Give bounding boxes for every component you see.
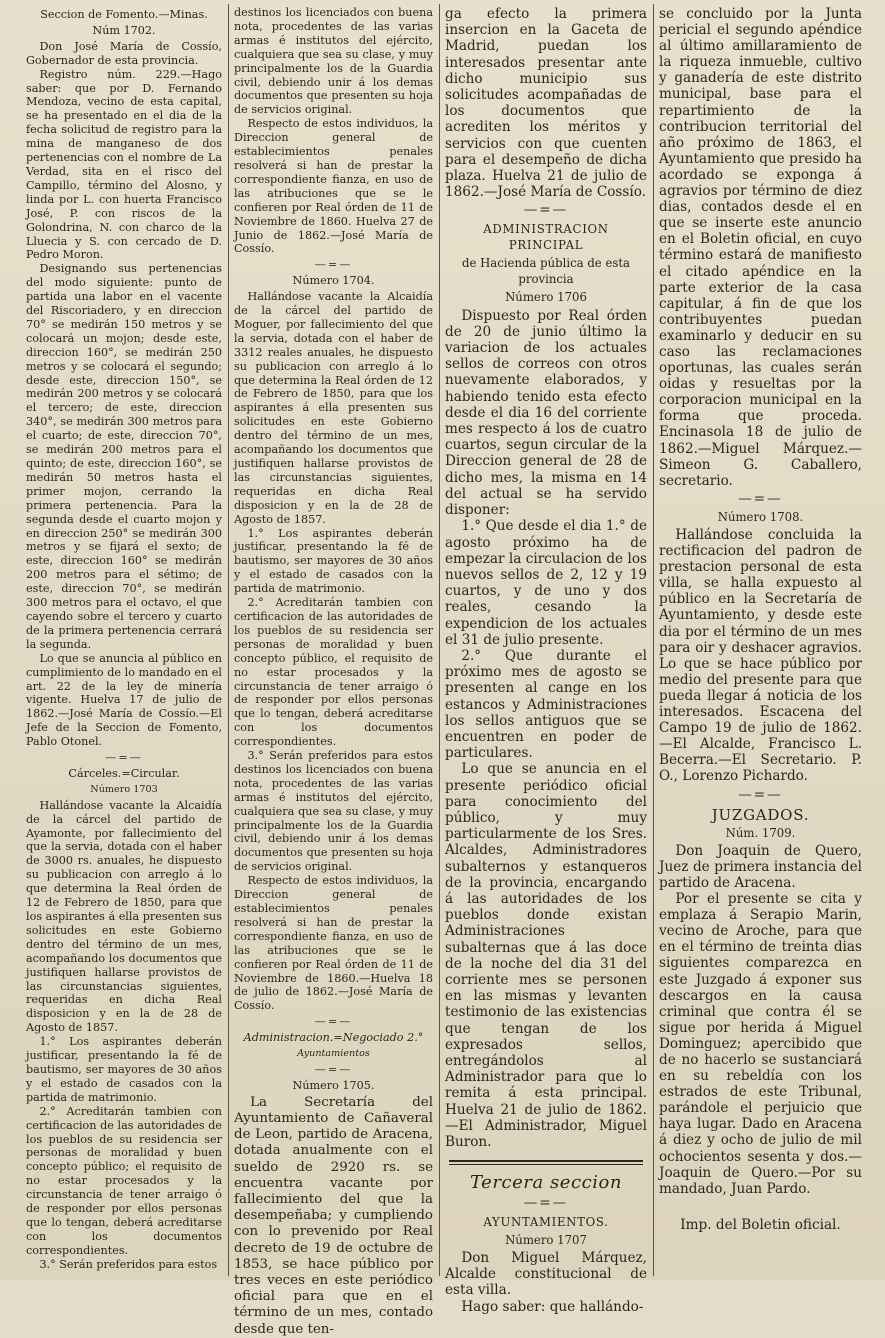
notice-number: Número 1708.: [717, 509, 804, 524]
paragraph: Dispuesto por Real órden de 20 de junio último la variacion de los actuales sellos de correos con otros nuevamente elaborados, y habiendo tenido esta efecto desde el dia 16 del corriente mes respecto á los de cuatro cuartos, segun circular de la Direccion general de 28 de dicho mes, la misma en 14 del actual se ha servido disponer:: [445, 307, 647, 519]
column-2: [228, 6, 439, 1337]
paragraph: 3.° Serán preferidos para estos destinos los licenciados con buena nota, procedentes de las varias armas é institutos del ejército, cualquiera que sea su clase, y muy principalmente los de la Guardia civil, debiendo unir á los demas documentos que presenten su hoja de servicios original.: [234, 749, 433, 874]
section-rule: [449, 1164, 643, 1165]
paragraph: Don Joaquin de Quero, Juez de primera instancia del partido de Aracena.: [659, 842, 862, 891]
notice-number: Número 1703: [90, 783, 158, 795]
separator: —=—: [738, 490, 783, 507]
paragraph: Lo que se anuncia al público en cumplimiento de lo mandado en el art. 22 de la ley de minería vigente. Huelva 17 de julio de 1862.—José María de Cossío.—El Jefe de la Seccion de Fomento, Pablo Otonel.: [26, 651, 222, 749]
notice-number: Número 1706: [505, 290, 587, 305]
separator: —=—: [314, 1015, 353, 1029]
paragraph: 2.° Acreditarán tambien con certificacion de las autoridades de los pueblos de su residencia ser personas de moralidad y buen concepto público, el requisito de no estar procesados y la circunstancia de tener arraigo ó de responder por ellos personas que lo tengan, deberá acreditarse con los documentos correspondientes.: [234, 596, 433, 749]
paragraph: 1.° Los aspirantes deberán justificar, presentando la fé de bautismo, ser mayores de 30 años y el estado de casados con la partida de matrimonio.: [234, 526, 433, 596]
section-heading: AYUNTAMIENTOS.: [483, 1214, 609, 1229]
section-heading: ADMINISTRACION PRINCIPAL: [483, 221, 609, 252]
paragraph: Hallándose vacante la Alcaidía de la cárcel del partido de Ayamonte, por fallecimiento del que la servia, dotada con el haber de 3000 rs. anuales, he dispuesto su publicacion con arreglo á lo que determina la Real órden de 12 de Febrero de 1850, para que los aspirantes á ella presenten sus solicitudes en este Gobierno dentro del término de un mes, acompañando los documentos que justifiquen hallarse provistos de las circunstancias siguientes, requeridas en dicha Real disposicion y en la de 28 de Agosto de 1857.: [26, 798, 222, 1035]
paragraph: 1.° Los aspirantes deberán justificar, presentando la fé de bautismo, ser mayores de 30 años y el estado de casados con la partida de matrimonio.: [26, 1035, 222, 1104]
paragraph: 2.° Que durante el próximo mes de agosto se presenten al cange en los estancos y Administraciones los sellos antiguos que se encuentren en poder de particulares.: [445, 647, 647, 762]
notice-number: Núm. 1709.: [725, 825, 796, 840]
paragraph: Don José María de Cossío, Gobernador de esta provincia.: [26, 39, 222, 67]
section-heading: Administracion.=Negociado 2.°: [243, 1031, 424, 1045]
notice-number: Núm 1702.: [92, 23, 156, 37]
notice-number: Número 1705.: [292, 1078, 375, 1092]
section-heading: Seccion de Fomento.—Minas.: [40, 8, 208, 21]
paragraph: Hago saber: que hallándo-: [461, 1298, 644, 1315]
notice-number: Número 1704.: [292, 274, 375, 288]
paragraph: La Secretaría del Ayuntamiento de Cañaveral de Leon, partido de Aracena, dotada anualmente con el sueldo de 2920 rs. se encuentra vacante por fallecimiento del que la desempeñaba; y cumpliendo con lo prevenido por Real decreto de 19 de octubre de 1853, se hace público por tres veces en este periódico oficial para que en el término de un mes, contado desde que ten-: [234, 1094, 433, 1337]
paragraph: Por el presente se cita y emplaza á Serapio Marin, vecino de Aroche, para que en el término de treinta dias siguientes comparezca en este Juzgado á exponer sus descargos en la causa criminal que contra él se sigue por herida á Miguel Dominguez; apercibido que de no hacerlo se sustanciará en su rebeldía con los estrados de este Tribunal, parándole el perjuicio que haya lugar. Dado en Aracena á diez y ocho de julio de mil ochocientos sesenta y dos.—Joaquin de Quero.—Por su mandado, Juan Pardo.: [659, 891, 862, 1197]
paragraph: Registro núm. 229.—Hago saber: que por D. Fernando Mendoza, vecino de esta capital, se ha presentado en el dia de la fecha solicitud de registro para la mina de manganeso de dos pertenencias con el nombre de La Verdad, sita en el risco del Campillo, término del Alosno, y linda por L. con huerta Francisco José, P. con riscos de la Golondrina, N. con charco de la Lluecia y S. con cercado de D. Pedro Moron.: [26, 67, 222, 262]
paragraph: Designando sus pertenencias del modo siguiente: punto de partida una labor en el vacente del Riscoriadero, y en direccion 70° se medirán 150 metros y se colocará un mojon; desde este, direccion 160°, se medirán 250 metros y se colocará el segundo; desde este, direccion 150°, se medirán 200 metros y se colocará el tercero; de este, direccion 340°, se medirán 300 metros para el cuarto; de este, direccion 70°, se medirán 200 metros para el quinto; de este, direccion 160°, se medirán 50 metros hasta el primer mojon, cerrando la primera pertenencia. Para la segunda desde el cuarto mojon y en direccion 250° se medirán 300 metros y se fijará el sexto; de este, direccion 160° se medirán 200 metros para el sétimo; de este, direccion 70°, se medirán 300 metros para el octavo, el que cayendo sobre el tercero y cuarto de la primera pertenencia cerrará la segunda.: [26, 262, 222, 651]
column-3: [439, 6, 653, 1315]
section-heading: JUZGADOS.: [711, 805, 810, 824]
printer-imprint: Imp. del Boletin oficial.: [680, 1216, 841, 1233]
column-4: [653, 6, 868, 1274]
section-subheading: Ayuntamientos: [297, 1048, 370, 1060]
separator: —=—: [314, 1062, 353, 1076]
paragraph: 1.° Que desde el dia 1.° de agosto próximo ha de empezar la circulacion de los nuevos sellos de 2, 12 y 19 cuartos, y de uno y dos reales, cesando la expendicion de los actuales el 31 de julio presente.: [445, 518, 647, 648]
paragraph: destinos los licenciados con buena nota, procedentes de las varias armas é institutos del ejército, cualquiera que sea su clase, y muy principalmente los de la Guardia civil, debiendo unir á los demas documentos que presenten su hoja de servicios original.: [234, 6, 433, 117]
paragraph: Don Miguel Márquez, Alcalde constitucional de esta villa.: [445, 1250, 647, 1299]
paragraph: Hallándose vacante la Alcaidía de la cárcel del partido de Moguer, por fallecimiento del que la servia, dotada con el haber de 3312 reales anuales, he dispuesto su publicacion con arreglo á lo que determina la Real órden de 12 de Febrero de 1850, para que los aspirantes á ella presenten sus solicitudes en este Gobierno dentro del término de un mes, acompañando los documentos que justifiquen hallarse provistos de las circunstancias siguientes, requeridas en dicha Real disposicion y en la de 28 de Agosto de 1857.: [234, 290, 433, 526]
paragraph: se concluido por la Junta pericial el segundo apéndice al último amillaramiento de la riqueza inmueble, cultivo y ganadería de este distrito municipal, base para el repartimiento de la contribucion territorial del año próximo de 1863, el Ayuntamiento que presido ha acordado se exponga á agravios por término de diez dias, contados desde el en que se inserte este anuncio en el Boletin oficial, en cuyo término estará de manifiesto el citado apéndice en la parte exterior de la casa capitular, á fin de que los contribuyentes puedan examinarlo y deducir en su caso las reclamaciones oportunas, las cuales serán oidas y resueltas por la corporacion municipal en la forma que proceda. Encinasola 18 de julio de 1862.—Miguel Márquez.—Simeon G. Caballero, secretario.: [659, 6, 862, 489]
separator: —=—: [105, 751, 143, 765]
paragraph: Respecto de estos individuos, la Direccion general de establecimientos penales resolverá si han de prestar la correspondiente fianza, en uso de las atribuciones que se le confieren por Real órden de 11 de Noviembre de 1860.—Huelva 18 de julio de 1862.—José María de Cossío.: [234, 874, 433, 1013]
section-rule: [449, 1160, 643, 1162]
column-1: [20, 6, 228, 1274]
paragraph: ga efecto la primera insercion en la Gaceta de Madrid, puedan los interesados presentar ante dicho municipio sus solicitudes acompañadas de los documentos que acrediten los méritos y servicios con que cuenten para el desempeño de dicha plaza. Huelva 21 de julio de 1862.—José María de Cossío.: [445, 6, 647, 201]
section-heading: Cárceles.=Circular.: [68, 766, 180, 780]
notice-number: Número 1707: [505, 1232, 587, 1247]
paragraph: 2.° Acreditarán tambien con certificacion de las autoridades de los pueblos de su residencia ser personas de moralidad y buen concepto público; el requisito de no estar procesados y la circunstancia de tener arraigo ó de responder por ellos personas que lo tengan, deberá acreditarse con los documentos correspondientes.: [26, 1104, 222, 1257]
separator: —=—: [523, 202, 569, 219]
section-title: Tercera seccion: [470, 1172, 622, 1194]
paragraph: Respecto de estos individuos, la Direccion general de establecimientos penales resolverá si han de prestar la correspondiente fianza, en uso de las atribuciones que se le confieren por Real órden de 11 de Noviembre de 1860. Huelva 27 de Junio de 1862.—José María de Cossío.: [234, 117, 433, 256]
paragraph: Lo que se anuncia en el presente periódico oficial para conocimiento del público, y muy particularmente de los Sres. Alcaldes, Administradores subalternos y estanqueros de la provincia, encargando á las autoridades de los pueblos donde existan Administraciones subalternas que á las doce de la noche del dia 31 del corriente mes se personen en las mismas y levanten testimonio de las existencias que tengan de los expresados sellos, entregándolos al Administrador para que lo remita á esta principal. Huelva 21 de julio de 1862.—El Administrador, Miguel Buron.: [445, 761, 647, 1151]
separator: —=—: [738, 786, 783, 803]
paragraph: 3.° Serán preferidos para estos: [39, 1257, 218, 1271]
paragraph: Hallándose concluida la rectificacion del padron de prestacion personal de esta villa, se halla expuesto al público en la Secretaría de Ayuntamiento, y desde este dia por el término de un mes para oir y deshacer agravios. Lo que se hace público por medio del presente para que pueda llegar á noticia de los interesados. Escacena del Campo 19 de julio de 1862.—El Alcalde, Francisco L. Becerra.—El Secretario. P. O., Lorenzo Pichardo.: [659, 527, 862, 785]
separator: —=—: [523, 1195, 569, 1212]
section-subheading: de Hacienda pública de esta provincia: [461, 256, 631, 287]
separator: —=—: [314, 258, 353, 272]
